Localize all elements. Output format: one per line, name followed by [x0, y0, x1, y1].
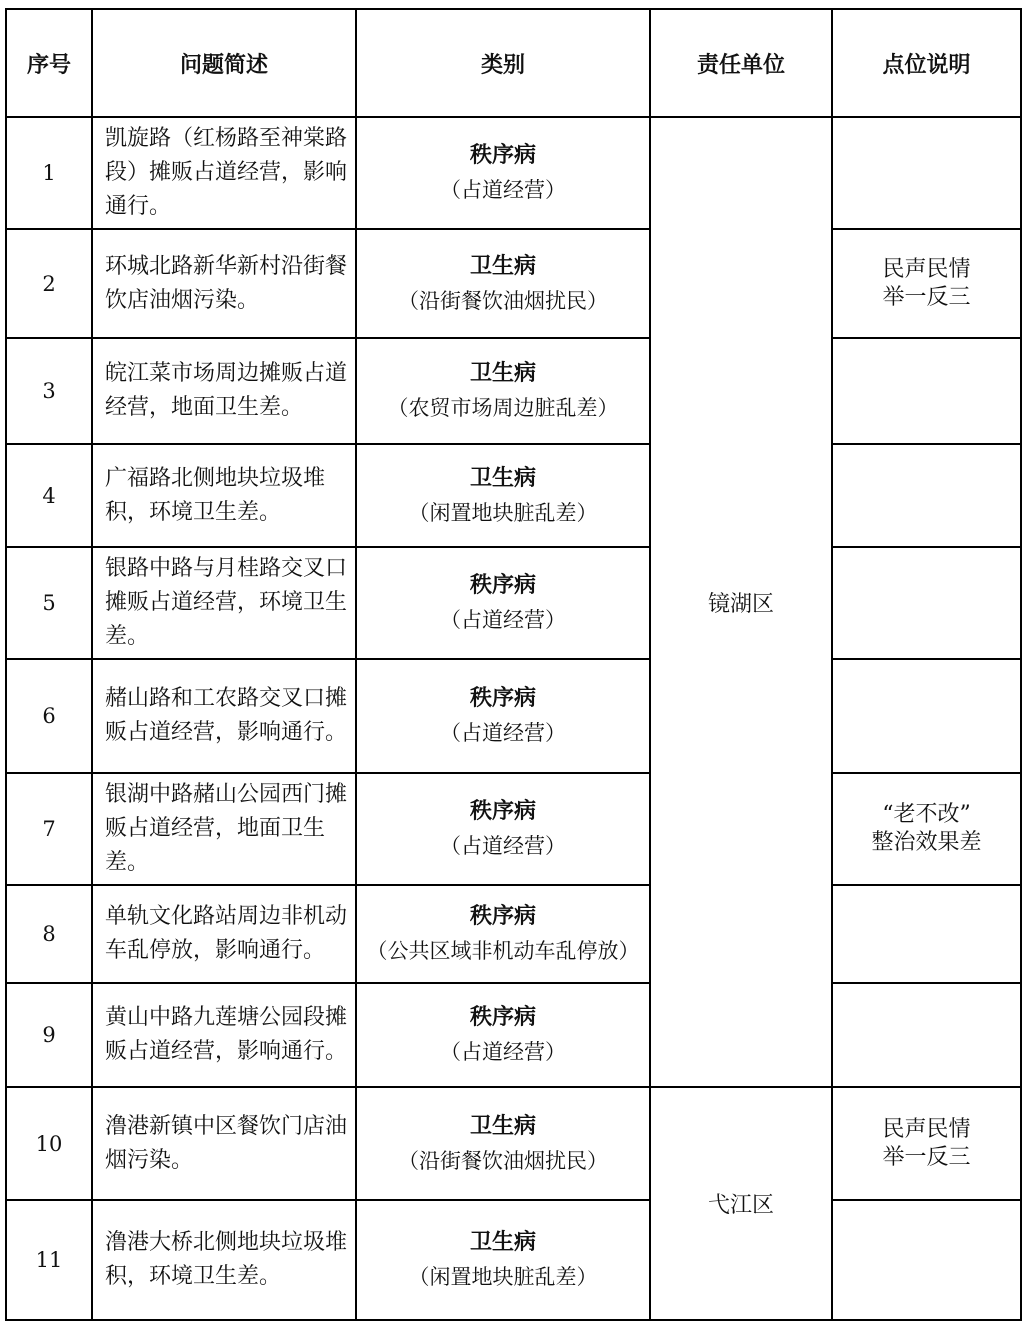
category-title: 秩序病: [469, 143, 536, 168]
table-row: [6, 338, 1021, 444]
row-category: [356, 659, 650, 773]
row-category: [356, 338, 650, 444]
category-detail: （农贸市场周边脏乱差）: [387, 396, 619, 420]
responsible-unit-yijiang: 弋江区: [650, 1087, 832, 1320]
row-num: 4: [6, 444, 92, 547]
row-num: 8: [6, 885, 92, 983]
row-num: 9: [6, 983, 92, 1087]
row-desc: 环城北路新华新村沿街餐饮店油烟污染。: [92, 229, 356, 338]
row-note: [832, 1087, 1021, 1200]
row-desc: 皖江菜市场周边摊贩占道经营，地面卫生差。: [92, 338, 356, 444]
table-row: [6, 1087, 1021, 1200]
row-desc: 赭山路和工农路交叉口摊贩占道经营，影响通行。: [92, 659, 356, 773]
row-note: [832, 983, 1021, 1087]
header-num: 序号: [6, 9, 92, 117]
header-unit: 责任单位: [650, 9, 832, 117]
row-note: [832, 659, 1021, 773]
row-category: [356, 1200, 650, 1320]
row-num: 10: [6, 1087, 92, 1200]
category-detail: （占道经营）: [440, 1040, 566, 1064]
category-detail: （占道经营）: [440, 178, 566, 202]
header-category: 类别: [356, 9, 650, 117]
row-num: 6: [6, 659, 92, 773]
category-title: 秩序病: [469, 686, 536, 711]
row-num: 3: [6, 338, 92, 444]
category-detail: （闲置地块脏乱差）: [408, 500, 598, 525]
issues-table: [5, 8, 1022, 1321]
category-title: 秩序病: [469, 573, 536, 598]
row-note: [832, 444, 1021, 547]
header-row: [6, 9, 1021, 117]
category-detail: （占道经营）: [440, 721, 566, 745]
row-desc: 黄山中路九莲塘公园段摊贩占道经营，影响通行。: [92, 983, 356, 1087]
category-detail: （公共区域非机动车乱停放）: [366, 939, 640, 963]
category-title: 卫生病: [469, 253, 536, 279]
category-title: 秩序病: [469, 904, 536, 929]
category-title: 秩序病: [469, 799, 536, 824]
row-desc: 凯旋路（红杨路至神棠路段）摊贩占道经营，影响通行。: [92, 117, 356, 229]
note-line-1: 民声民情: [882, 1116, 971, 1142]
note-line-1: 民声民情: [882, 256, 971, 282]
category-detail: （沿街餐饮油烟扰民）: [398, 288, 608, 313]
row-num: 5: [6, 547, 92, 659]
category-title: 卫生病: [469, 361, 536, 386]
row-desc: 银路中路与月桂路交叉口摊贩占道经营，环境卫生差。: [92, 547, 356, 659]
row-note: [832, 885, 1021, 983]
category-title: 卫生病: [469, 465, 536, 491]
category-title: 卫生病: [469, 1230, 536, 1255]
note-line-2: 整治效果差: [871, 830, 982, 855]
row-desc: 澛港新镇中区餐饮门店油烟污染。: [92, 1087, 356, 1200]
table-row: [6, 1200, 1021, 1320]
row-num: 7: [6, 773, 92, 885]
category-detail: （沿街餐饮油烟扰民）: [398, 1148, 608, 1173]
category-detail: （闲置地块脏乱差）: [408, 1265, 598, 1289]
header-desc: 问题简述: [92, 9, 356, 117]
category-detail: （占道经营）: [440, 608, 566, 632]
note-line-2: 举一反三: [882, 1144, 971, 1170]
category-title: 卫生病: [469, 1113, 536, 1139]
row-note: [832, 773, 1021, 885]
row-category: [356, 547, 650, 659]
row-desc: 澛港大桥北侧地块垃圾堆积，环境卫生差。: [92, 1200, 356, 1320]
row-category: [356, 983, 650, 1087]
row-num: 2: [6, 229, 92, 338]
table-row: [6, 444, 1021, 547]
category-detail: （占道经营）: [440, 834, 566, 858]
row-category: [356, 1087, 650, 1200]
note-line-1: “老不改”: [882, 802, 971, 827]
table-row: [6, 885, 1021, 983]
table-row: [6, 983, 1021, 1087]
row-category: [356, 885, 650, 983]
row-category: [356, 444, 650, 547]
row-category: [356, 117, 650, 229]
row-note: [832, 229, 1021, 338]
table-row: [6, 773, 1021, 885]
row-desc: 单轨文化路站周边非机动车乱停放，影响通行。: [92, 885, 356, 983]
responsible-unit-jinghu: 镜湖区: [650, 117, 832, 1087]
table-row: [6, 547, 1021, 659]
row-desc: 银湖中路赭山公园西门摊贩占道经营，地面卫生差。: [92, 773, 356, 885]
row-num: 11: [6, 1200, 92, 1320]
row-note: [832, 1200, 1021, 1320]
row-note: [832, 547, 1021, 659]
category-title: 秩序病: [469, 1005, 536, 1030]
note-line-2: 举一反三: [882, 284, 971, 310]
table-row: [6, 229, 1021, 338]
row-num: 1: [6, 117, 92, 229]
row-note: [832, 117, 1021, 229]
table-row: [6, 659, 1021, 773]
row-note: [832, 338, 1021, 444]
header-note: 点位说明: [832, 9, 1021, 117]
row-category: [356, 229, 650, 338]
table-row: [6, 117, 1021, 229]
row-desc: 广福路北侧地块垃圾堆积，环境卫生差。: [92, 444, 356, 547]
row-category: [356, 773, 650, 885]
